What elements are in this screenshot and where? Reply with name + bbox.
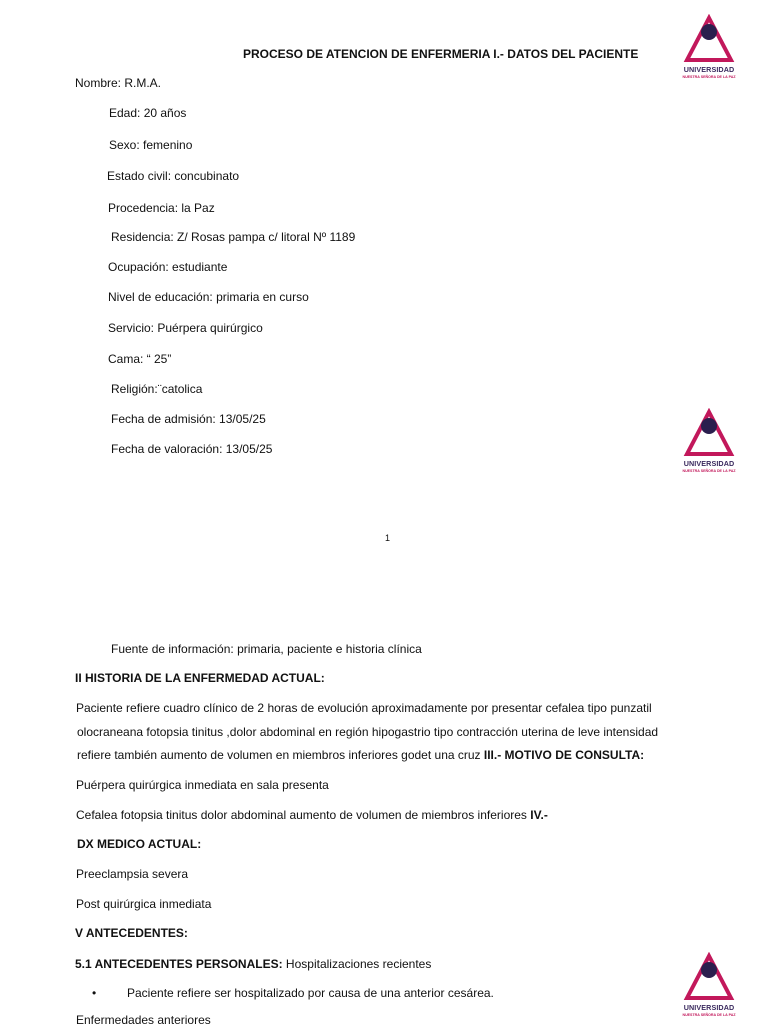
dx-item-2: Post quirúrgica inmediata [76, 897, 212, 911]
bullet-item-1: Paciente refiere ser hospitalizado por causa de una anterior cesárea. [127, 986, 494, 1000]
logo-brand: UNIVERSIDAD [683, 1003, 735, 1012]
field-nombre: Nombre: R.M.A. [75, 76, 162, 90]
field-cama: Cama: “ 25” [108, 352, 172, 366]
logo-brand: UNIVERSIDAD [683, 65, 735, 74]
dx-item-1: Preeclampsia severa [76, 867, 189, 881]
field-nivel-educacion: Nivel de educación: primaria en curso [108, 290, 309, 304]
field-procedencia: Procedencia: la Paz [108, 201, 215, 215]
university-logo-icon [678, 14, 740, 66]
field-fecha-admision: Fecha de admisión: 13/05/25 [111, 412, 266, 426]
field-ocupacion: Ocupación: estudiante [108, 260, 228, 274]
field-sexo: Sexo: femenino [109, 138, 193, 152]
university-logo-icon [678, 952, 740, 1004]
document-title: PROCESO DE ATENCION DE ENFERMERIA I.- DATOS DEL PACIENTE [243, 47, 639, 61]
bullet-marker: • [92, 986, 97, 1000]
motivo-line-2-text: Cefalea fotopsia tinitus dolor abdominal aumento de volumen de miembros inferiores [76, 808, 531, 822]
page-number: 1 [385, 533, 391, 543]
university-logo-top [678, 14, 740, 86]
antecedentes-personales [75, 957, 431, 971]
historia-line-3 [77, 748, 644, 762]
enfermedades-anteriores: Enfermedades anteriores [76, 1013, 211, 1027]
logo-tagline: NUESTRA SEÑORA DE LA PAZ [682, 1013, 736, 1017]
antecedentes-heading: V ANTECEDENTES: [75, 926, 188, 940]
field-religion: Religión:¨catolica [111, 382, 203, 396]
university-logo-bottom [678, 952, 740, 1024]
dx-heading: DX MEDICO ACTUAL: [77, 837, 202, 851]
university-logo-middle [678, 408, 740, 480]
personales-heading: 5.1 ANTECEDENTES PERSONALES: [75, 957, 283, 971]
historia-line-1: Paciente refiere cuadro clínico de 2 horas de evolución aproximadamente por presentar cefalea tipo punzatil [76, 701, 652, 715]
historia-line-2: olocraneana fotopsia tinitus ,dolor abdominal en región hipogastrio tipo contracción uterina de leve intensidad [77, 725, 659, 739]
historia-line-3-text: refiere también aumento de volumen en miembros inferiores godet una cruz [77, 748, 484, 762]
motivo-heading: III.- MOTIVO DE CONSULTA: [483, 748, 645, 762]
motivo-line-1: Puérpera quirúrgica inmediata en sala presenta [76, 778, 329, 792]
motivo-line-2 [76, 808, 548, 822]
historia-heading: II HISTORIA DE LA ENFERMEDAD ACTUAL: [75, 671, 325, 685]
field-estado-civil: Estado civil: concubinato [107, 169, 240, 183]
field-servicio: Servicio: Puérpera quirúrgico [108, 321, 263, 335]
logo-brand: UNIVERSIDAD [683, 459, 735, 468]
logo-tagline: NUESTRA SEÑORA DE LA PAZ [682, 75, 736, 79]
field-fecha-valoracion: Fecha de valoración: 13/05/25 [111, 442, 273, 456]
fuente-informacion: Fuente de información: primaria, paciente e historia clínica [111, 642, 422, 656]
field-residencia: Residencia: Z/ Rosas pampa c/ litoral Nº 1189 [111, 230, 356, 244]
dx-number: IV.- [530, 808, 548, 822]
personales-text: Hospitalizaciones recientes [282, 957, 432, 971]
university-logo-icon [678, 408, 740, 460]
field-edad: Edad: 20 años [109, 106, 187, 120]
logo-tagline: NUESTRA SEÑORA DE LA PAZ [682, 469, 736, 473]
